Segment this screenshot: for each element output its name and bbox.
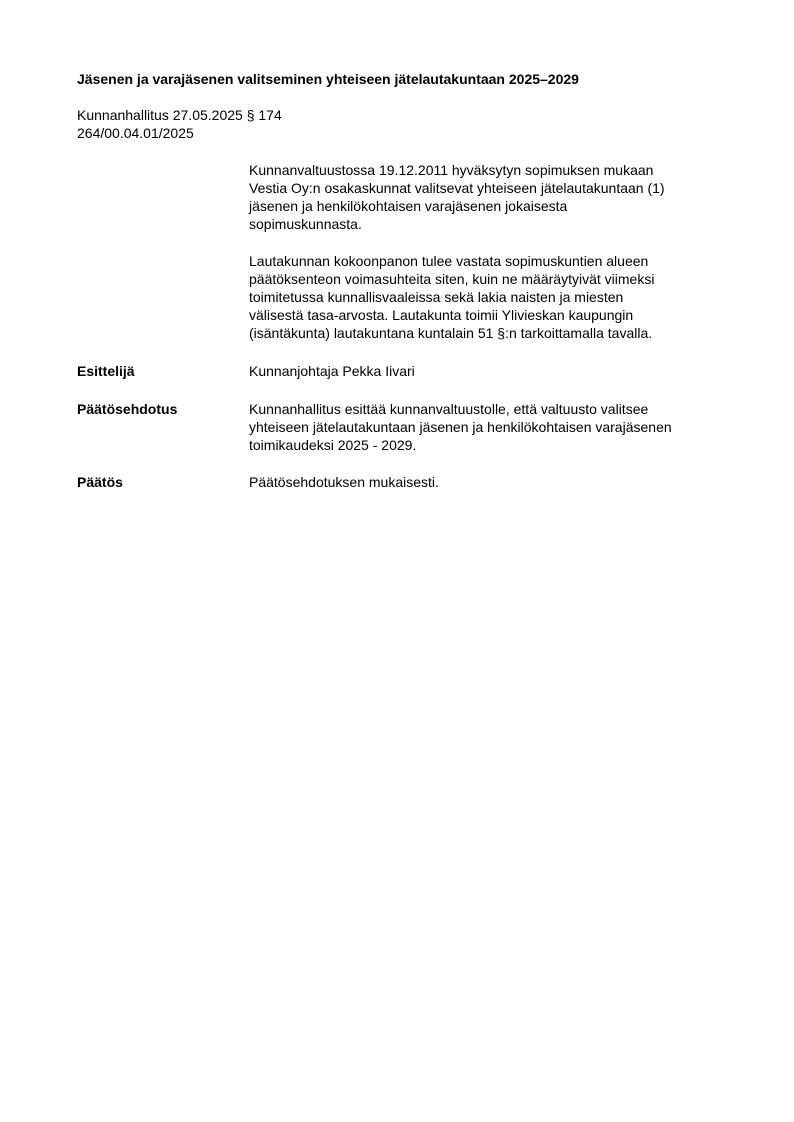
record-id: 264/00.04.01/2025 (77, 125, 194, 141)
paragraph-line: Vestia Oy:n osakaskunnat valitsevat yhteiseen jätelautakuntaan (1) (249, 180, 665, 196)
proposal-text (249, 400, 739, 454)
section-line: Päätösehdotuksen mukaisesti. (249, 474, 439, 490)
decision-text (249, 473, 739, 491)
paragraph-line: päätöksenteon voimasuhteita siten, kuin ne määräytyivät viimeksi (249, 271, 655, 287)
section-line: yhteiseen jätelautakuntaan jäsenen ja henkilökohtaisen varajäsenen (249, 419, 672, 435)
paragraph-line: toimitetussa kunnallisvaaleissa sekä lakia naisten ja miesten (249, 289, 624, 305)
meeting-line: Kunnanhallitus 27.05.2025 § 174 (77, 107, 282, 123)
presenter-label: Esittelijä (77, 363, 135, 379)
paragraph-line: Kunnanvaltuustossa 19.12.2011 hyväksytyn sopimuksen mukaan (249, 162, 654, 178)
section-line: toimikaudeksi 2025 - 2029. (249, 437, 417, 453)
meeting-info (77, 106, 282, 142)
paragraph-line: jäsenen ja henkilökohtaisen varajäsenen jokaisesta (249, 198, 568, 214)
paragraph-agreement (249, 161, 739, 233)
document-title: Jäsenen ja varajäsenen valitseminen yhteiseen jätelautakuntaan 2025–2029 (77, 71, 579, 87)
paragraph-line: Lautakunnan kokoonpanon tulee vastata sopimuskuntien alueen (249, 253, 649, 269)
presenter-text (249, 362, 739, 380)
paragraph-line: sopimuskunnasta. (249, 216, 362, 232)
decision-label: Päätös (77, 474, 123, 490)
section-line: Kunnanjohtaja Pekka Iivari (249, 363, 415, 379)
section-line: Kunnanhallitus esittää kunnanvaltuustolle, että valtuusto valitsee (249, 401, 649, 417)
proposal-label: Päätösehdotus (77, 401, 178, 417)
paragraph-line: (isäntäkunta) lautakuntana kuntalain 51 §:n tarkoittamalla tavalla. (249, 325, 653, 341)
paragraph-line: välisestä tasa-arvosta. Lautakunta toimii Ylivieskan kaupungin (249, 307, 634, 323)
paragraph-composition (249, 252, 739, 342)
